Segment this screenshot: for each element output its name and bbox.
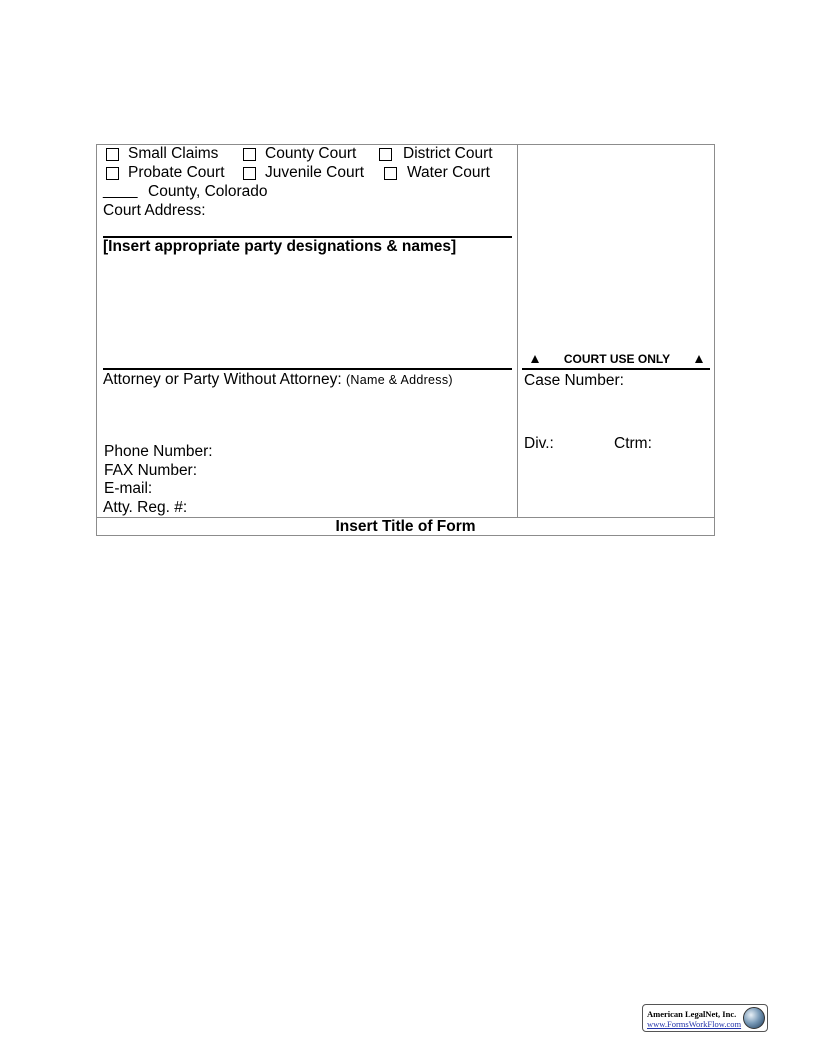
- juvenile-court-label: Juvenile Court: [265, 164, 365, 181]
- column-divider: [517, 145, 518, 517]
- juvenile-court-checkbox[interactable]: [243, 167, 256, 180]
- small-claims-label: Small Claims: [128, 145, 219, 162]
- small-claims-checkbox[interactable]: [106, 148, 119, 161]
- logo-website-link[interactable]: www.FormsWorkFlow.com: [647, 1019, 742, 1029]
- county-colorado-label: County, Colorado: [148, 183, 268, 200]
- case-number-label: Case Number:: [524, 372, 624, 389]
- water-court-checkbox[interactable]: [384, 167, 397, 180]
- court-use-rule: [522, 368, 710, 370]
- attorney-label: [103, 371, 453, 389]
- globe-icon: [743, 1007, 765, 1029]
- attorney-note: (Name & Address): [345, 373, 453, 387]
- water-court-label: Water Court: [407, 164, 490, 181]
- district-court-label: District Court: [403, 145, 493, 162]
- section-rule: [103, 368, 512, 370]
- up-arrow-icon: [695, 355, 703, 363]
- american-legalnet-logo[interactable]: [642, 1004, 768, 1032]
- probate-court-checkbox[interactable]: [106, 167, 119, 180]
- div-label: Div.:: [524, 435, 554, 452]
- county-blank[interactable]: ____: [103, 182, 138, 199]
- county-court-checkbox[interactable]: [243, 148, 256, 161]
- form-title: Insert Title of Form: [335, 518, 476, 535]
- ctrm-label: Ctrm:: [614, 435, 652, 452]
- court-use-only-label: COURT USE ONLY: [563, 352, 671, 366]
- email-label: E-mail:: [104, 480, 153, 497]
- caption-form: [96, 144, 715, 536]
- attorney-label-text: Attorney or Party Without Attorney:: [103, 371, 342, 388]
- up-arrow-icon: [531, 355, 539, 363]
- court-use-only-header: [523, 352, 711, 366]
- county-court-label: County Court: [265, 145, 357, 162]
- logo-company: American LegalNet, Inc.: [647, 1009, 737, 1019]
- atty-reg-label: Atty. Reg. #:: [103, 499, 188, 516]
- court-address-label: Court Address:: [103, 202, 206, 219]
- phone-number-label: Phone Number:: [104, 443, 213, 460]
- district-court-checkbox[interactable]: [379, 148, 392, 161]
- probate-court-label: Probate Court: [128, 164, 225, 181]
- party-designations: [Insert appropriate party designations & names]: [103, 238, 457, 255]
- fax-number-label: FAX Number:: [104, 462, 198, 479]
